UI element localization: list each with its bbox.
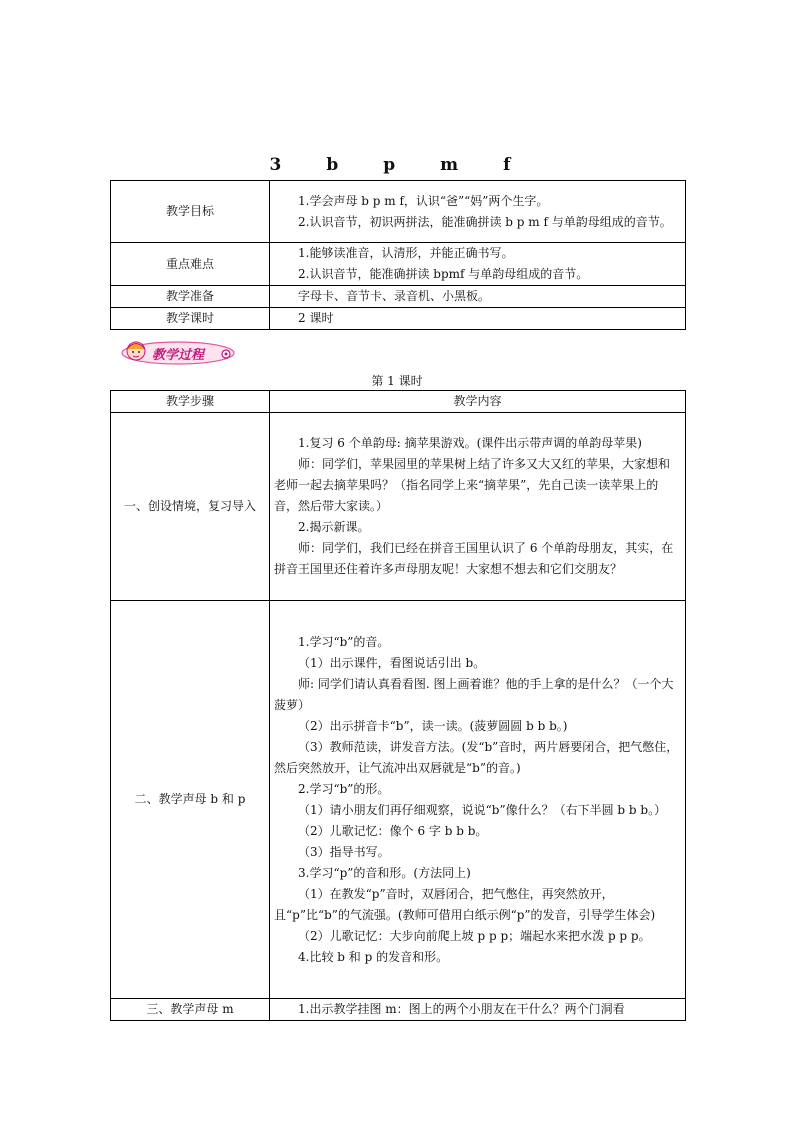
content-line: 1.能够读准音，认清形，并能正确书写。 xyxy=(298,246,514,260)
overview-row xyxy=(111,308,686,330)
row-label: 重点难点 xyxy=(111,243,270,286)
content-line: 2.学习“b”的形。 xyxy=(298,781,390,796)
content-line: 1.出示教学挂图 m：图上的两个小朋友在干什么？两个门洞看 xyxy=(298,1002,625,1016)
content-line: 1.学习“b”的音。 xyxy=(298,634,390,649)
content-line: 师：同学们，苹果园里的苹果树上结了许多又大又红的苹果，大家想和老师一起去摘苹果吗？（指名同学上来“摘苹果”，先自己读一读苹果上的音，然后带大家读。） xyxy=(274,457,671,513)
content-line: 师: 同学们请认真看看图. 图上画着谁？他的手上拿的是什么？（一个大菠萝） xyxy=(274,676,674,712)
content-line: 1.学会声母 b p m f，认识“爸”“妈”两个生字。 xyxy=(298,193,549,208)
content-line: 字母卡、音节卡、录音机、小黑板。 xyxy=(298,289,491,303)
step-content xyxy=(270,999,686,1021)
row-content xyxy=(270,243,686,286)
header-content: 教学内容 xyxy=(270,391,686,413)
step-row xyxy=(111,601,686,999)
content-line: （2）出示拼音卡“b”，读一读。(菠萝圆圆 b b b。) xyxy=(298,718,568,733)
content-line: 师：同学们，我们已经在拼音王国里认识了 6 个单韵母朋友，其实，在拼音王国里还住着许多声母朋友呢！大家想不想去和它们交朋友？ xyxy=(274,541,674,576)
steps-header-row xyxy=(111,391,686,413)
banner-text: 教学过程 xyxy=(152,348,205,363)
content-line: 1.复习 6 个单韵母: 摘苹果游戏。(课件出示带声调的单韵母苹果) xyxy=(298,436,642,450)
content-line: （1）出示课件，看图说话引出 b。 xyxy=(298,655,486,670)
row-label: 教学目标 xyxy=(111,181,270,243)
row-label: 教学课时 xyxy=(111,308,270,330)
content-line: 3.学习“p”的音和形。(方法同上) xyxy=(298,865,471,880)
step-row xyxy=(111,999,686,1021)
content-line: 4.比较 b 和 p 的发音和形。 xyxy=(298,949,449,964)
page-title: 3 b p m f xyxy=(269,155,525,175)
content-line: 2.认识音节，初识两拼法，能准确拼读 b p m f 与单韵母组成的音节。 xyxy=(298,214,672,229)
content-line: （3）指导书写。 xyxy=(298,844,390,859)
step-content xyxy=(270,413,686,601)
header-steps: 教学步骤 xyxy=(111,391,270,413)
content-line: （2）儿歌记忆：大步向前爬上坡 p p p；端起水来把水泼 p p p。 xyxy=(298,928,651,943)
overview-table xyxy=(110,180,686,330)
overview-row xyxy=(111,243,686,286)
row-label: 教学准备 xyxy=(111,286,270,308)
section-banner xyxy=(118,338,238,368)
content-line: 2.认识音节，能准确拼读 bpmf 与单韵母组成的音节。 xyxy=(298,267,589,281)
row-content xyxy=(270,286,686,308)
step-row xyxy=(111,413,686,601)
content-line: （2）儿歌记忆：像个 6 字 b b b。 xyxy=(298,823,488,838)
overview-row xyxy=(111,286,686,308)
content-line: （1）请小朋友们再仔细观察，说说“b”像什么？（右下半圆 b b b。） xyxy=(298,802,667,817)
content-line: （3）教师范读，讲发音方法。(发“b”音时，两片唇要闭合，把气憋住，然后突然放开，让气流冲出双唇就是“b”的音。) xyxy=(274,739,679,775)
row-content xyxy=(270,181,686,243)
step-label: 三、教学声母 m xyxy=(111,999,270,1021)
content-line: （1）在教发“p”音时，双唇闭合，把气憋住，再突然放开，且“p”比“b”的气流强。(教师可借用白纸示例“p”的发音，引导学生体会) xyxy=(274,886,656,922)
step-label: 二、教学声母 b 和 p xyxy=(111,601,270,999)
step-content xyxy=(270,601,686,999)
steps-table xyxy=(110,390,686,1021)
lesson-title: 第 1 课时 xyxy=(371,374,423,388)
row-content xyxy=(270,308,686,330)
content-line: 2 课时 xyxy=(298,311,334,325)
overview-row xyxy=(111,181,686,243)
content-line: 2.揭示新课。 xyxy=(298,520,370,534)
step-label: 一、创设情境，复习导入 xyxy=(111,413,270,601)
